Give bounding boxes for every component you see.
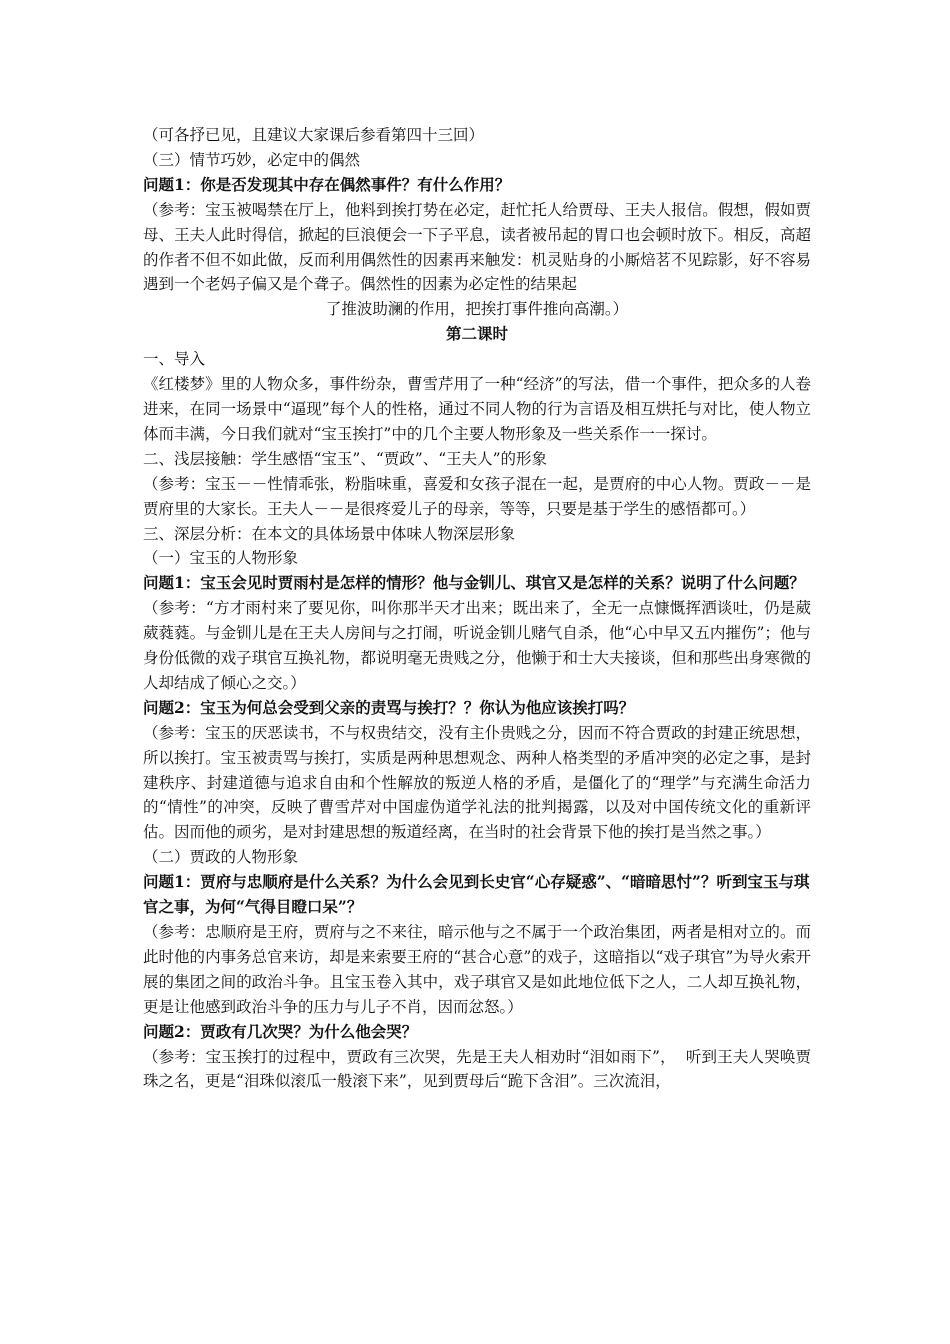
- section-heading: 三、深层分析：在本文的具体场景中体味人物深层形象: [143, 524, 516, 543]
- reference-paragraph: （参考：宝玉挨打的过程中，贾政有三次哭，先是王夫人相劝时“泪如雨下”， 听到王夫人哭唤贾珠之名，更是“泪珠似滚瓜一般滚下来”，见到贾母后“跪下含泪”。三次流泪，: [143, 1047, 811, 1091]
- section-heading: 二、浅层接触：学生感悟“宝玉”、“贾政”、“王夫人”的形象: [143, 449, 548, 468]
- subsection-heading: （二）贾政的人物形象: [143, 848, 299, 867]
- reference-paragraph: （参考：宝玉的厌恶读书，不与权贵结交，没有主仆贵贱之分，因而不符合贾政的封建正统思想，所以挨打。宝玉被责骂与挨打，实质是两种思想观念、两种人格类型的矛盾冲突的必定之事，是封建秩序、封建道德与追求自由和个性解放的叛逆人格的矛盾，是僵化了的“理学”与充满生命活力的“情性”的冲突，反映了曹雪芹对中国虚伪道学礼法的批判揭露，以及对中国传统文化的重新评估。因而他的顽劣，是对封建思想的叛道经离，在当时的社会背景下他的挨打是当然之事。）: [143, 723, 811, 842]
- reference-paragraph: （参考：“方才雨村来了要见你，叫你那半天才出来；既出来了，全无一点慷慨挥洒谈吐，仍是葳葳蕤蕤。与金钏儿是在王夫人房间与之打闹，听说金钏儿赌气自杀，他“心中早又五内摧伤”；他与身份低微的戏子琪官互换礼物，都说明毫无贵贱之分，他懒于和士大夫接谈，但和那些出身寒微的人却结成了倾心之交。）: [143, 599, 811, 692]
- reference-paragraph: （参考：宝玉被喝禁在厅上，他料到挨打势在必定，赶忙托人给贾母、王夫人报信。假想，假如贾母、王夫人此时得信，掀起的巨浪便会一下子平息，读者被吊起的胃口也会顿时放下。相反，高超的作者不但不如此做，反而利用偶然性的因素再来触发：机灵贴身的小厮焙茗不见踪影，好不容易遇到一个老妈子偏又是个聋子。偶然性的因素为必定性的结果起: [143, 200, 811, 294]
- question-heading: 问题2：宝玉为何总会受到父亲的责骂与挨打？？你认为他应该挨打吗？: [143, 697, 635, 717]
- document-page: [143, 123, 811, 1094]
- section-heading: 一、导入: [143, 350, 206, 369]
- subsection-heading: （一）宝玉的人物形象: [143, 549, 299, 568]
- lesson-title: 第二课时: [445, 324, 508, 344]
- intro-paragraph: 《红楼梦》里的人物众多，事件纷杂，曹雪芹用了一种“经济”的写法，借一个事件，把众多的人卷进来，在同一场景中“逼现”每个人的性格，通过不同人物的行为言语及相互烘托与对比，使人物立体而丰满，今日我们就对“宝玉挨打”中的几个主要人物形象及一些关系作一一探讨。: [143, 375, 811, 443]
- question-heading: 问题1：你是否发现其中存在偶然事件？有什么作用？: [143, 174, 511, 194]
- reference-paragraph-end: 了推波助澜的作用，把挨打事件推向高潮。）: [325, 300, 629, 319]
- text-line: （可各抒已见，且建议大家课后参看第四十三回）: [143, 126, 485, 144]
- section-heading: （三）情节巧妙，必定中的偶然: [143, 150, 361, 169]
- question-heading: 问题1：贾府与忠顺府是什么关系？为什么会见到长史官“心存疑惑”、“暗暗思忖”？听到宝玉与琪官之事，为何“气得目瞪口呆”？: [143, 872, 810, 917]
- reference-paragraph: （参考：忠顺府是王府，贾府与之不来往，暗示他与之不属于一个政治集团，两者是相对立的。而此时他的内事务总官来访，却是来索要王府的“甚合心意”的戏子，这暗指以“戏子琪官”为导火索开展的集团之间的政治斗争。且宝玉卷入其中，戏子琪官又是如此地位低下之人，二人却互换礼物，更是让他感到政治斗争的压力与儿子不肖，因而忿怒。）: [143, 923, 811, 1016]
- question-heading: 问题1：宝玉会见时贾雨村是怎样的情形？他与金钏儿、琪官又是怎样的关系？说明了什么问题？: [143, 573, 805, 593]
- question-heading: 问题2：贾政有几次哭？为什么他会哭？: [143, 1021, 418, 1041]
- reference-paragraph: （参考：宝玉－－性情乖张，粉脂味重，喜爱和女孩子混在一起，是贾府的中心人物。贾政－－是贾府里的大家长。王夫人－－是很疼爱儿子的母亲，等等，只要是基于学生的感悟都可。）: [143, 474, 811, 518]
